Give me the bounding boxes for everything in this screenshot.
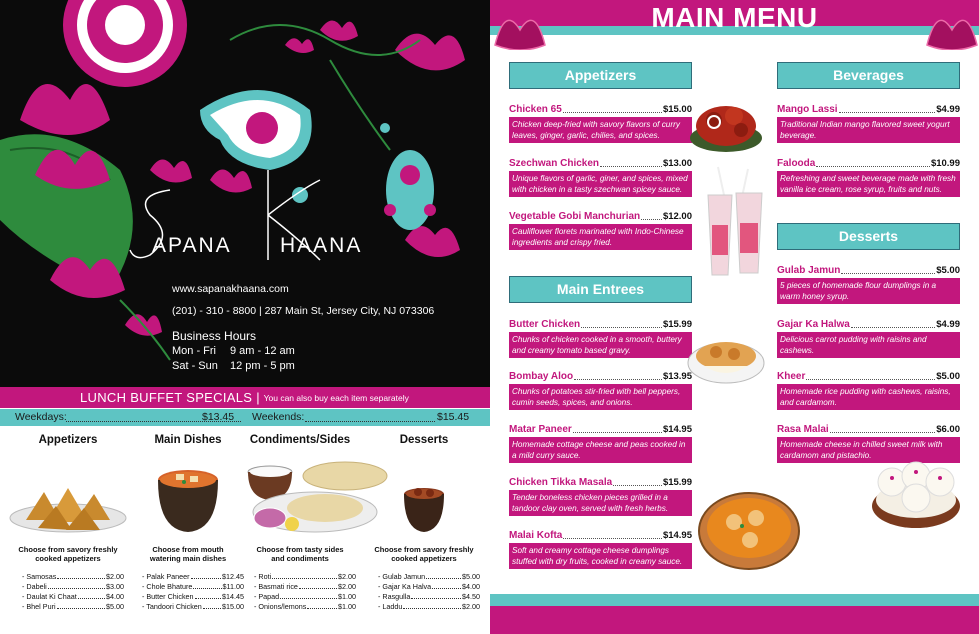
item-name: Rasa Malai xyxy=(777,424,829,435)
item-price: $4.99 xyxy=(936,319,960,330)
item-name: - Samosas xyxy=(22,572,57,581)
description-line: cashews. xyxy=(780,346,815,355)
curry-bowl-illustration xyxy=(128,450,248,545)
leader-dots xyxy=(78,592,105,599)
description-line: cumin seeds, spices, and onions. xyxy=(512,398,633,407)
description-line: cooked appetizers xyxy=(391,554,457,563)
item-name: Gulab Jamun xyxy=(777,265,841,276)
leader-dots xyxy=(851,327,935,328)
menu-item xyxy=(509,103,692,143)
leader-dots xyxy=(280,592,337,599)
list-item xyxy=(254,602,356,612)
weekends-label: Weekends: xyxy=(252,411,305,423)
description-line: Delicious carrot pudding with raisins and xyxy=(780,335,927,344)
item-price: $14.95 xyxy=(662,530,692,541)
leader-dots xyxy=(48,582,105,589)
leader-dots xyxy=(432,582,461,589)
item-name: - Laddu xyxy=(378,602,403,611)
leader-dots xyxy=(573,432,662,433)
item-description xyxy=(509,490,692,516)
lotus-corner-icon xyxy=(922,0,979,50)
item-price: $2.00 xyxy=(106,572,124,581)
item-name: Chicken 65 xyxy=(509,104,562,115)
item-description xyxy=(509,384,692,410)
item-price: $11.00 xyxy=(222,582,244,591)
description-line: Chicken deep-fried with savory flavors of curry xyxy=(512,120,680,129)
list-item xyxy=(254,572,356,582)
item-price: $2.00 xyxy=(338,582,356,591)
description-line: Choose from savory freshly xyxy=(18,545,118,554)
list-item xyxy=(22,602,124,612)
description-line: and creamy tomato based gravy. xyxy=(512,346,631,355)
item-description xyxy=(777,278,960,304)
item-name: Mango Lassi xyxy=(777,104,838,115)
menu-item xyxy=(509,370,692,410)
item-name: - Tandoori Chicken xyxy=(142,602,202,611)
description-line: Traditional Indian mango flavored sweet yogurt xyxy=(780,120,950,129)
item-name: Malai Kofta xyxy=(509,530,563,541)
menu-item xyxy=(509,210,692,250)
description-line: with chicken in a tasty szechwan spicey sauce. xyxy=(512,185,683,194)
list-item xyxy=(254,582,356,592)
list-item xyxy=(142,602,244,612)
list-item xyxy=(142,572,244,582)
menu-item xyxy=(777,370,960,410)
leader-dots xyxy=(841,273,935,274)
page-title: MAIN MENU xyxy=(651,2,818,33)
item-name: - Bhel Puri xyxy=(22,602,56,611)
column-description xyxy=(128,545,248,563)
hours-row-weekdays xyxy=(172,345,295,357)
description-line: Homemade cheese in chilled sweet milk with xyxy=(780,440,943,449)
menu-item xyxy=(777,103,960,143)
chicken-tikka-masala-image xyxy=(694,486,804,581)
item-name: - Gajar Ka Halva xyxy=(378,582,432,591)
menu-item xyxy=(777,157,960,197)
description-line: Homemade rice pudding with cashews, raisins, xyxy=(780,387,951,396)
item-price: $1.00 xyxy=(338,592,356,601)
list-item xyxy=(22,582,124,592)
leader-dots xyxy=(641,219,662,220)
bottom-band-pink xyxy=(490,606,979,634)
weekdays-price: $13.45 xyxy=(202,411,235,423)
item-price: $4.00 xyxy=(106,592,124,601)
dessert-bowl-illustration xyxy=(364,450,484,545)
leader-dots xyxy=(57,602,105,609)
item-name: - Daulat Ki Chaat xyxy=(22,592,77,601)
hours-title: Business Hours xyxy=(172,329,257,343)
column-description xyxy=(8,545,128,563)
description-line: cooked appetizers xyxy=(35,554,101,563)
item-price: $14.45 xyxy=(222,592,244,601)
leader-dots xyxy=(191,572,221,579)
chicken-65-image xyxy=(686,88,766,158)
column-item-list xyxy=(142,572,244,612)
list-item xyxy=(254,592,356,602)
column-description xyxy=(240,545,360,563)
description-line: warm honey syrup. xyxy=(780,292,850,301)
column-title: Condiments/Sides xyxy=(249,434,351,446)
item-name: Butter Chicken xyxy=(509,319,581,330)
column-title: Desserts xyxy=(399,434,449,446)
hours-time: 12 pm - 5 pm xyxy=(230,360,295,372)
leader-dots xyxy=(574,379,662,380)
item-price: $13.95 xyxy=(662,371,692,382)
description-line: stuffed with dry fruits, cooked in creamy sauce. xyxy=(512,557,683,566)
leader-dots xyxy=(272,572,337,579)
item-price: $12.00 xyxy=(662,211,692,222)
item-price: $15.99 xyxy=(662,477,692,488)
item-price: $5.00 xyxy=(462,572,480,581)
item-description xyxy=(509,171,692,197)
website-text: www.sapanakhaana.com xyxy=(172,283,289,295)
item-description xyxy=(777,332,960,358)
item-price: $4.00 xyxy=(462,582,480,591)
description-line: a mild curry sauce. xyxy=(512,451,581,460)
leader-dots xyxy=(299,582,337,589)
item-price: $4.50 xyxy=(462,592,480,601)
item-description xyxy=(777,171,960,197)
list-item xyxy=(22,592,124,602)
leader-dots xyxy=(195,592,221,599)
description-line: tandoor clay oven, served with fresh herbs. xyxy=(512,504,669,513)
description-line: Choose from mouth xyxy=(152,545,224,554)
description-line: Unique flavors of garlic, giner, and spices, mixed xyxy=(512,174,688,183)
description-line: beverage. xyxy=(780,131,817,140)
description-line: 5 pieces of homemade flour dumplings in a xyxy=(780,281,937,290)
contact-text: (201) - 310 - 8800 | 287 Main St, Jersey City, NJ 073306 xyxy=(172,305,435,317)
item-name: - Chole Bhature xyxy=(142,582,193,591)
section-heading-appetizers: Appetizers xyxy=(509,62,692,89)
butter-chicken-image xyxy=(686,318,766,388)
column-title: Main Dishes xyxy=(154,434,222,446)
item-name: Falooda xyxy=(777,158,816,169)
samosa-plate-illustration xyxy=(8,450,128,545)
column-description xyxy=(364,545,484,563)
leader-dots xyxy=(307,602,337,609)
leader-dots xyxy=(203,602,221,609)
item-description xyxy=(509,437,692,463)
list-item xyxy=(378,572,480,582)
description-line: Refreshing and sweet beverage made with fresh xyxy=(780,174,956,183)
main-menu-panel xyxy=(490,0,979,634)
hero-banner xyxy=(0,0,490,387)
list-item xyxy=(378,602,480,612)
leader-dots xyxy=(193,582,221,589)
description-line: Tender boneless chicken pieces grilled in a xyxy=(512,493,668,502)
leader-dots xyxy=(563,112,662,113)
hours-row-weekends xyxy=(172,360,295,372)
item-price: $15.99 xyxy=(662,319,692,330)
description-line: ingredients and crispy fried. xyxy=(512,238,613,247)
leader-dots xyxy=(403,602,461,609)
description-line: and cardamom. xyxy=(780,398,837,407)
section-heading-main-entrees: Main Entrees xyxy=(509,276,692,303)
menu-item xyxy=(509,423,692,463)
buffet-title-bar xyxy=(0,387,490,408)
leader-dots xyxy=(411,592,461,599)
menu-item xyxy=(509,157,692,197)
list-item xyxy=(142,592,244,602)
leader-dots xyxy=(563,538,662,539)
description-line: Chunks of chicken cooked in a smooth, buttery xyxy=(512,335,682,344)
item-name: - Dabeli xyxy=(22,582,47,591)
item-price: $15.00 xyxy=(662,104,692,115)
item-price: $12.45 xyxy=(222,572,244,581)
menu-item xyxy=(509,529,692,569)
buffet-column-appetizers xyxy=(8,434,128,611)
leader-dots xyxy=(613,485,662,486)
list-item xyxy=(22,572,124,582)
item-price: $5.00 xyxy=(936,371,960,382)
description-line: Soft and creamy cottage cheese dumplings xyxy=(512,546,670,555)
menu-item xyxy=(509,476,692,516)
item-price: $5.00 xyxy=(106,602,124,611)
item-name: - Onions/lemons xyxy=(254,602,307,611)
description-line: and condiments xyxy=(271,554,329,563)
item-name: - Gulab Jamun xyxy=(378,572,426,581)
buffet-subtitle: You can also buy each item separately xyxy=(263,392,409,403)
leader-dots xyxy=(806,379,935,380)
item-description xyxy=(509,117,692,143)
item-name: Kheer xyxy=(777,371,806,382)
item-price: $4.99 xyxy=(936,104,960,115)
bottom-band-teal xyxy=(490,594,979,606)
item-price: $2.00 xyxy=(338,572,356,581)
item-price: $5.00 xyxy=(936,265,960,276)
menu-item xyxy=(777,318,960,358)
description-line: leaves, ginger, garlic, chilies, and spices. xyxy=(512,131,660,140)
section-heading-desserts: Desserts xyxy=(777,223,960,250)
hours-time: 9 am - 12 am xyxy=(230,345,295,357)
column-item-list xyxy=(378,572,480,612)
description-line: Homemade cottage cheese and peas cooked in xyxy=(512,440,686,449)
column-item-list xyxy=(22,572,124,612)
leader-dots xyxy=(426,572,461,579)
buffet-separator: | xyxy=(256,390,260,405)
falooda-glasses-image xyxy=(704,165,766,285)
item-name: Chicken Tikka Masala xyxy=(509,477,613,488)
column-title: Appetizers xyxy=(38,434,98,446)
item-description xyxy=(509,224,692,250)
item-price: $10.99 xyxy=(930,158,960,169)
item-name: Gajar Ka Halwa xyxy=(777,319,850,330)
leader-dots xyxy=(581,327,662,328)
list-item xyxy=(378,592,480,602)
item-name: Vegetable Gobi Manchurian xyxy=(509,211,641,222)
description-line: vanilla ice cream, rose syrup, fruits and nuts. xyxy=(780,185,942,194)
item-description xyxy=(777,117,960,143)
hours-days: Mon - Fri xyxy=(172,345,216,357)
item-price: $15.00 xyxy=(222,602,244,611)
buffet-column-condiments xyxy=(240,434,360,611)
hours-days: Sat - Sun xyxy=(172,360,218,372)
description-line: watering main dishes xyxy=(149,554,227,563)
leader-dots xyxy=(57,572,105,579)
brand-name-part2: HAANA xyxy=(280,234,363,257)
list-item xyxy=(378,582,480,592)
description-line: Choose from savory freshly xyxy=(374,545,474,554)
rasa-malai-image xyxy=(870,452,962,532)
menu-item xyxy=(509,318,692,358)
item-price: $6.00 xyxy=(936,424,960,435)
description-line: Choose from tasty sides xyxy=(256,545,344,554)
leader-dots xyxy=(830,432,936,433)
item-price: $14.95 xyxy=(662,424,692,435)
leader-dots xyxy=(839,112,936,113)
menu-item xyxy=(777,264,960,304)
item-price: $1.00 xyxy=(338,602,356,611)
item-name: - Papad xyxy=(254,592,280,601)
item-name: - Butter Chicken xyxy=(142,592,194,601)
description-line: Chunks of potatoes stir-fried with bell peppers, xyxy=(512,387,681,396)
buffet-column-main-dishes xyxy=(128,434,248,611)
buffet-column-desserts xyxy=(364,434,484,611)
item-description xyxy=(777,384,960,410)
description-line: Cauliflower florets marinated with Indo-Chinese xyxy=(512,227,684,236)
description-line: cardamom and pistachio. xyxy=(780,451,872,460)
weekends-dots xyxy=(305,411,435,422)
item-price: $13.00 xyxy=(662,158,692,169)
item-price: $3.00 xyxy=(106,582,124,591)
lotus-corner-icon xyxy=(490,0,550,50)
item-name: Matar Paneer xyxy=(509,424,572,435)
buffet-title: LUNCH BUFFET SPECIALS xyxy=(80,390,253,405)
item-name: Bombay Aloo xyxy=(509,371,574,382)
item-name: - Palak Paneer xyxy=(142,572,190,581)
weekdays-label: Weekdays: xyxy=(15,411,67,423)
item-name: - Roti xyxy=(254,572,272,581)
item-name: Szechwan Chicken xyxy=(509,158,600,169)
leader-dots xyxy=(816,166,930,167)
list-item xyxy=(142,582,244,592)
item-description xyxy=(509,332,692,358)
bottom-band xyxy=(490,594,979,634)
column-item-list xyxy=(254,572,356,612)
brand-name-part1: APANA xyxy=(152,234,232,257)
item-name: - Basmati rice xyxy=(254,582,298,591)
item-name: - Rasgulla xyxy=(378,592,411,601)
item-price: $2.00 xyxy=(462,602,480,611)
item-description xyxy=(509,543,692,569)
leader-dots xyxy=(600,166,662,167)
section-heading-beverages: Beverages xyxy=(777,62,960,89)
weekends-price: $15.45 xyxy=(437,411,470,423)
buffet-price-bar xyxy=(0,409,490,426)
